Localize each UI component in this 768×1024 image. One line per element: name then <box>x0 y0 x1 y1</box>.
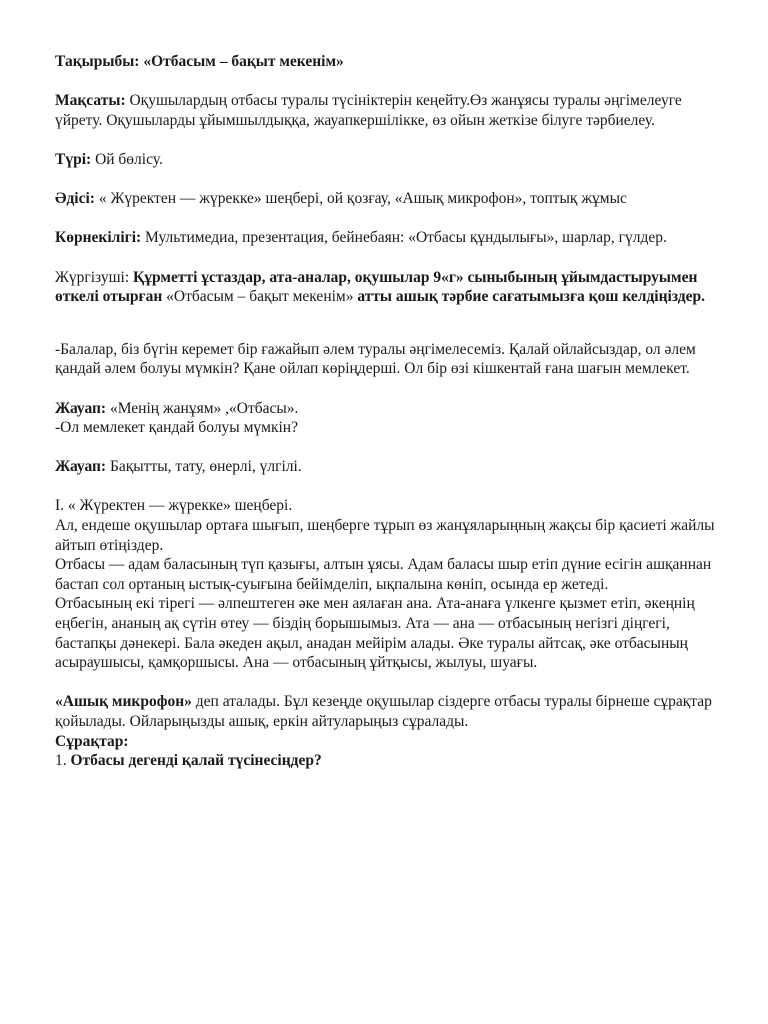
questions-heading <box>55 732 725 752</box>
type-line <box>55 150 725 170</box>
answer-1-label: Жауап: <box>55 399 107 417</box>
visuals-text: Мультимедиа, презентация, бейнебаян: «Отбасы құндылығы», шарлар, гүлдер. <box>141 229 667 247</box>
question-number: 1. <box>55 752 71 770</box>
topic-text: «Отбасым – бақыт мекенім» <box>139 53 344 70</box>
answer-2-label: Жауап: <box>55 458 107 476</box>
host-bold-1: Құрметті ұстаздар, ата-аналар, оқушылар 9«г» сыныбының ұйымдастыруымен өткелі отырған <box>55 268 698 306</box>
host-normal: «Отбасым – бақыт мекенім» <box>162 288 354 306</box>
document-page <box>55 52 725 771</box>
host-bold-2: атты ашық тәрбие сағатымызға қош келдіңіздер. <box>353 288 705 306</box>
section-1-paragraph-1: Ал, ендеше оқушылар ортаға шығып, шеңберге тұрып өз жанұяларыңның жақсы бір қасиеті жайлы айтып өтіңіздер. <box>55 517 715 554</box>
method-paragraph <box>55 189 725 209</box>
type-text: Ой бөлісу. <box>91 150 163 168</box>
questions-heading-text: Сұрақтар: <box>55 732 129 750</box>
answer-1-text: «Менің жанұям» ,«Отбасы». <box>106 399 299 417</box>
method-text: « Жүректен — жүрекке» шеңбері, ой қозғау, «Ашық микрофон», топтық жұмыс <box>94 190 627 208</box>
intro-paragraph: -Балалар, біз бүгін керемет бір ғажайып әлем туралы әңгімелесеміз. Қалай ойлайсыздар, ол әлем қандай әлем болуы мүмкін? Қане ойлап көріңдерші. Ол бір өзі кішкентай ғана шағын мемлекет. <box>55 340 696 378</box>
microphone-label: «Ашық микрофон» <box>55 693 192 711</box>
method-label: Әдісі: <box>55 190 95 208</box>
question-text: Отбасы дегенді қалай түсінесіңдер? <box>70 752 322 770</box>
answer-2-line <box>55 457 725 477</box>
topic-line <box>55 52 725 72</box>
section-1-paragraph-2: Отбасы — адам баласының түп қазығы, алтын ұясы. Адам баласы шыр етіп дүние есігін ашқаннан бастап сол ортаның ыстық-суығына бейімделіп, ықпалына көніп, осында ер жетеді. <box>55 556 712 593</box>
microphone-text: деп аталады. Бұл кезеңде оқушылар сіздерге отбасы туралы бірнеше сұрақтар қойылады. Ойларыңызды ашық, еркін айтуларыңыз сұралады. <box>55 693 712 730</box>
host-paragraph <box>55 268 725 307</box>
goal-text: Оқушылардың отбасы туралы түсініктерін кеңейту.Өз жанұясы туралы әңгімелеуге үйрету. Оқушыларды ұйымшылдыққа, жауапкершілікке, өз ойын жеткізе білуге тәрбиелеу. <box>55 92 682 129</box>
microphone-paragraph <box>55 692 725 731</box>
section-1-heading: I. « Жүректен — жүрекке» шеңбері. <box>55 497 293 515</box>
type-label: Түрі: <box>55 150 92 168</box>
goal-label: Мақсаты: <box>55 92 126 110</box>
section-1-paragraph-3: Отбасының екі тірегі — әлпештеген әке мен аялаған ана. Ата-анаға үлкенге қызмет етіп, әкеңнің еңбегін, ананың ақ сүтін өтеу — біздің борышымыз. Ата — ана — отбасының негізгі діңгегі, бастапқы дәнекері. Бала әкеден ақыл, анадан мейірім алады. Әке туралы айтсақ, әке отбасының асыраушысы, қамқоршысы. Ана — отбасының ұйтқысы, жылуы, шуағы. <box>55 595 695 672</box>
question-item <box>55 751 725 771</box>
topic-label: Тақырыбы: <box>55 53 140 70</box>
goal-paragraph <box>55 91 725 130</box>
answer-1-question: -Ол мемлекет қандай болуы мүмкін? <box>55 419 298 437</box>
answer-2-text: Бақытты, тату, өнерлі, үлгілі. <box>106 458 302 476</box>
answer-1-line <box>55 399 725 419</box>
host-label: Жүргізуші: <box>55 268 134 286</box>
visuals-paragraph <box>55 228 725 248</box>
visuals-label: Көрнекілігі: <box>55 229 142 247</box>
